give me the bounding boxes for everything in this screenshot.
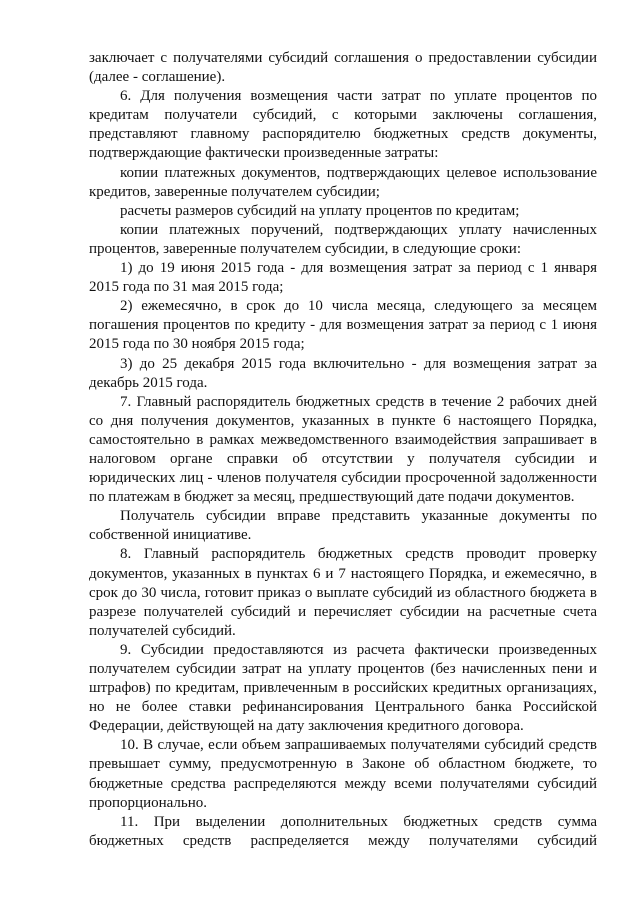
paragraph-own-initiative: Получатель субсидии вправе представить указанные документы по собственной инициативе. xyxy=(89,508,597,544)
paragraph-item-11: 11. При выделении дополнительных бюджетных средств сумма бюджетных средств распределяется между получателями субсидий xyxy=(89,813,597,849)
paragraph-continuation: заключает с получателями субсидий соглашения о предоставлении субсидии (далее - соглашение). xyxy=(89,50,597,86)
document-body xyxy=(89,49,597,851)
paragraph-deadline-1: 1) до 19 июня 2015 года - для возмещения затрат за период с 1 января 2015 года по 31 мая 2015 года; xyxy=(89,260,597,296)
paragraph-item-10: 10. В случае, если объем запрашиваемых получателями субсидий средств превышает сумму, предусмотренную в Законе об областном бюджете, то бюджетные средства распределяются между всеми получателями субсидий пропорционально. xyxy=(89,737,597,811)
paragraph-payment-orders: копии платежных поручений, подтверждающих уплату начисленных процентов, заверенные получателем субсидии, в следующие сроки: xyxy=(89,221,597,257)
paragraph-payment-copies: копии платежных документов, подтверждающих целевое использование кредитов, заверенные получателем субсидии; xyxy=(89,164,597,200)
paragraph-item-9: 9. Субсидии предоставляются из расчета фактически произведенных получателем субсидии затрат на уплату процентов (без начисленных пени и штрафов) по кредитам, привлеченным в российских кредитных организациях, но не более ставки рефинансирования Центрального банка Российской Федерации, действующей на дату заключения кредитного договора. xyxy=(89,641,597,735)
paragraph-item-8: 8. Главный распорядитель бюджетных средств проводит проверку документов, указанных в пунктах 6 и 7 настоящего Порядка, и ежемесячно, в срок до 30 числа, готовит приказ о выплате субсидий из областного бюджета в разрезе получателей субсидий и перечисляет субсидии на расчетные счета получателей субсидий. xyxy=(89,546,597,639)
paragraph-item-6: 6. Для получения возмещения части затрат по уплате процентов по кредитам получатели субсидий, с которыми заключены соглашения, представляют главному распорядителю бюджетных средств документы, подтверждающие фактически произведенные затраты: xyxy=(89,88,597,162)
paragraph-deadline-2: 2) ежемесячно, в срок до 10 числа месяца, следующего за месяцем погашения процентов по кредиту - для возмещения затрат за период с 1 июня 2015 года по 30 ноября 2015 года; xyxy=(89,298,597,353)
paragraph-item-7: 7. Главный распорядитель бюджетных средств в течение 2 рабочих дней со дня получения документов, указанных в пункте 6 настоящего Порядка, самостоятельно в рамках межведомственного взаимодействия запрашивает в налоговом органе справки об отсутствии у получателя субсидии и юридических лиц - членов получателя субсидии просроченной задолженности по платежам в бюджет за месяц, предшествующий дате подачи документов. xyxy=(89,393,597,506)
paragraph-deadline-3: 3) до 25 декабря 2015 года включительно - для возмещения затрат за декабрь 2015 года. xyxy=(89,355,597,391)
paragraph-subsidy-calculations: расчеты размеров субсидий на уплату процентов по кредитам; xyxy=(120,202,520,219)
